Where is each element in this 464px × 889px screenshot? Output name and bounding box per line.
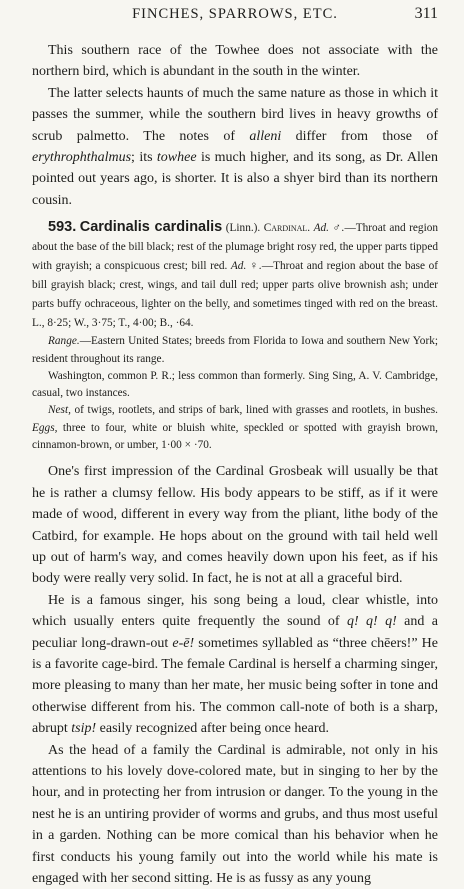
intro-text: is much higher, and its song, as Dr. Allen pointed out years ago, is shorter. It is also a shyer bird than its northern cousin. [32, 150, 438, 208]
female-description: —Throat and region about the base of bill grayish black; crest, wings, and tail dull red; upper parts olive brownish ash; under parts buffy ochraceous, lighter on the belly, and sometimes tinged with red on the breast. L., 8·25; W., 3·75; T., 4·00; B., ·64. [32, 260, 438, 330]
species-number: 593. [48, 219, 77, 236]
male-description: —Throat and region about the base of the bill black; rest of the plumage bright rosy red, the upper parts tipped with grayish; a conspicuous crest; bill red. [32, 222, 438, 273]
local-records: Washington, common P. R.; less common than formerly. Sing Sing, A. V. Cambridge, casual, two instances. [32, 369, 438, 400]
intro-text: differ from those of [281, 128, 438, 144]
nest-label: Nest, [48, 404, 71, 417]
intro-italic: erythrophthalmus [32, 150, 132, 166]
species-name: Cardinalis cardinalis [79, 219, 223, 236]
body-paragraph-1: One's first impression of the Cardinal Grosbeak will usually be that he is rather a clumsy fellow. His body appears to be stiff, as if it were made of wood, different in every way from the pliant, lithe body of the Catbird, for example. He hops about on the ground with tail held well up out of harm's way, and comes heavily down upon his feet, as if his body were really very solid. In fact, he is not at all a graceful bird. [32, 464, 438, 587]
body-text: easily recognized after being once heard. [96, 721, 329, 737]
species-authority: (Linn.). [222, 222, 261, 235]
intro-paragraph-2 [32, 83, 438, 211]
range-paragraph [32, 333, 438, 368]
male-label: Ad. ♂. [313, 222, 345, 235]
intro-italic: towhee [156, 150, 197, 166]
body-italic: tsip! [71, 721, 97, 737]
body-paragraph-3: As the head of a family the Cardinal is admirable, not only in his attentions to his lovely dove-colored mate, but in singing to her by the hour, and in protecting her from intrusion or danger. To the young in the nest he is an untiring provider of worms and grubs, and thus most useful in a garden. Nothing can be more comical than his behavior when he first conducts his young family out into the world while his mate is engaged with her second sitting. He is as fussy as any young [32, 742, 438, 887]
spacer [32, 211, 438, 218]
intro-paragraph-1 [32, 40, 438, 83]
running-head: FINCHES, SPARROWS, ETC. [132, 6, 338, 22]
range-label: Range. [48, 335, 80, 348]
body-italic: q! q! q! [346, 614, 397, 630]
female-label: Ad. ♀. [230, 260, 262, 273]
body-text: He is a famous singer, his song being a loud, clear whistle, into which usually enters quite frequently the sound of [32, 592, 438, 630]
body-text: sometimes syllabled as “three chēers!” He is a favorite cage-bird. The female Cardinal is herself a charming singer, more pleasing to many than her mate, her music being softer in tone and otherwise different from his. The common call-note of both is a sharp, abrupt [32, 635, 438, 737]
species-entry [32, 218, 438, 333]
intro-text: This southern race of the Towhee does not associate with the northern bird, which is abundant in the south in the winter. [32, 43, 438, 80]
body-paragraph-2 [32, 590, 438, 740]
range-text: —Eastern United States; breeds from Florida to Iowa and southern New York; resident throughout its range. [32, 335, 438, 365]
page-header [32, 0, 438, 40]
page-number: 311 [414, 5, 438, 22]
eggs-text: three to four, white or bluish white, speckled or spotted with grayish brown, cinnamon-brown, or umber, 1·00 × ·70. [32, 421, 438, 452]
intro-text: The latter selects haunts of much the same nature as those in which it passes the summer, while the southern bird lives in heavy growths of scrub palmetto. The notes of [32, 85, 438, 144]
common-name: Cardinal. [263, 222, 311, 235]
nest-text: of twigs, rootlets, and strips of bark, lined with grasses and rootlets, in bushes. [70, 404, 438, 417]
intro-text: ; its [131, 150, 157, 166]
nest-eggs-paragraph [32, 402, 438, 454]
spacer [32, 454, 438, 461]
body-italic: e-ē! [172, 635, 195, 651]
body-text: and a peculiar long-drawn-out [32, 614, 438, 651]
eggs-label: Eggs, [32, 421, 58, 434]
intro-italic: alleni [249, 128, 282, 144]
